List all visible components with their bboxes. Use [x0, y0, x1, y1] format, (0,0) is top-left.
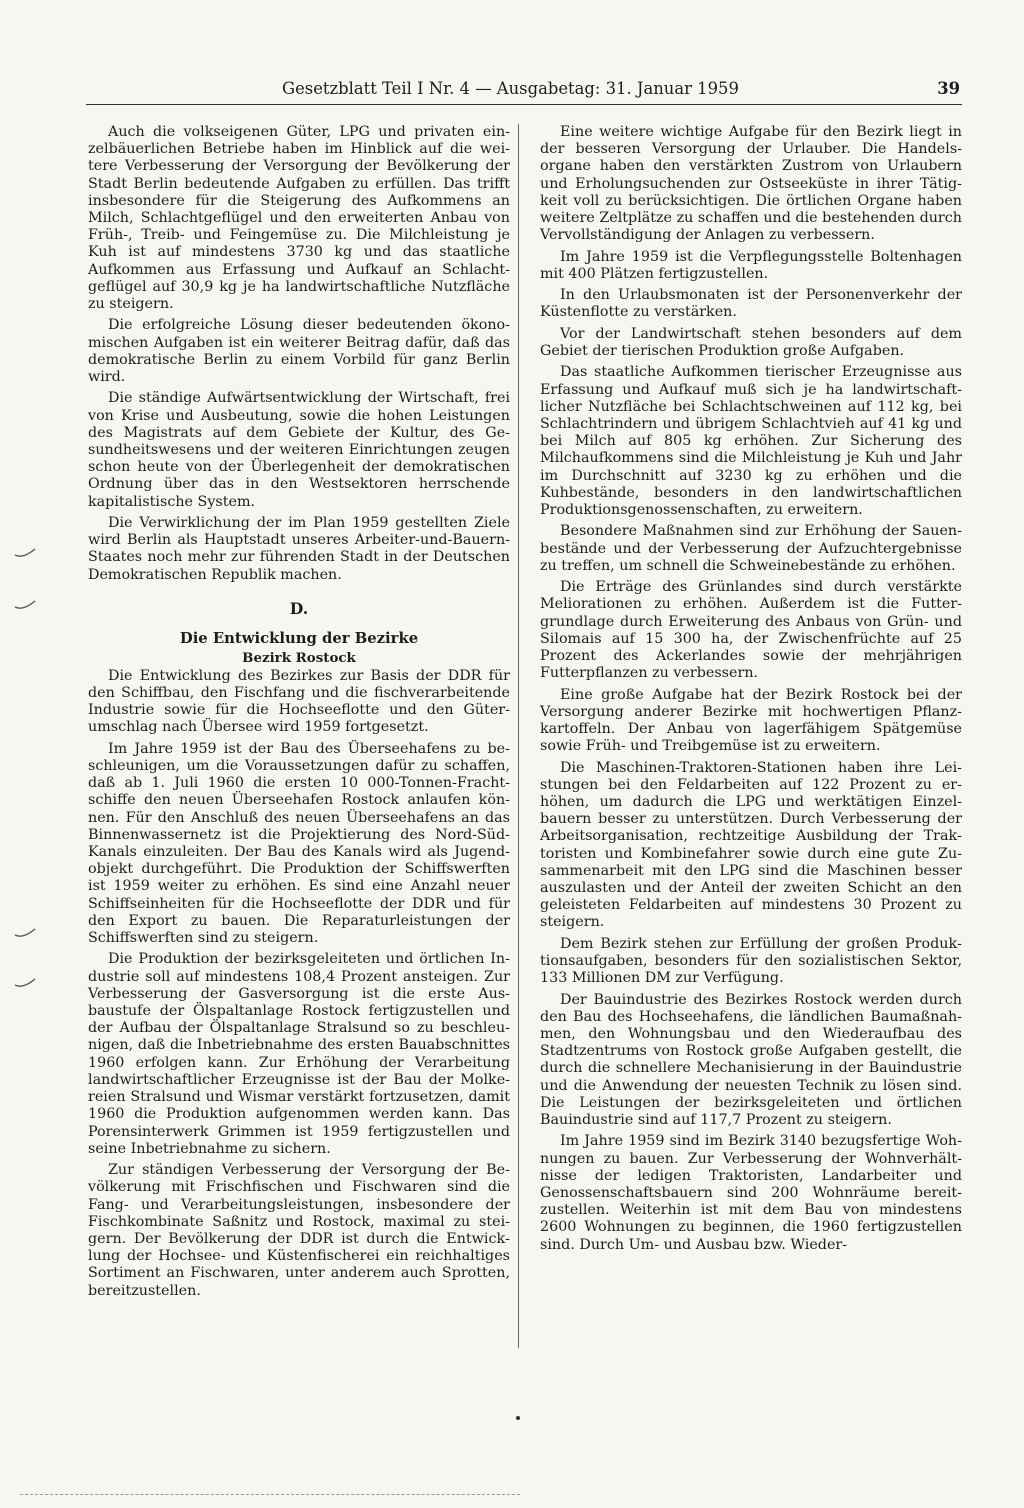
- paragraph: Im Jahre 1959 ist die Verpflegungsstelle Boltenhagen mit 400 Plätzen fertigzustellen.: [540, 248, 962, 282]
- paragraph: Die Maschinen-Traktoren-Stationen haben ihre Leistungen bei den Feldarbeiten auf 122 Prozent zu erhöhen, um dadurch die LPG und werktätigen Einzelbauern besser zu unterstützen. Durch Verbesserung der Arbeitsorganisation, rechtzeitige Ausbildung der Traktoristen und Kombinefahrer sowie durch eine gute Zusammenarbeit mit den LPG sind die Maschinen besser auszulasten und der Anteil der zweiten Schicht an den geleisteten Feldarbeiten auf mindestens 30 Prozent zu steigern.: [540, 759, 962, 931]
- paragraph: Vor der Landwirtschaft stehen besonders auf dem Gebiet der tierischen Produktion große Aufgaben.: [540, 325, 962, 359]
- right-column: [540, 124, 962, 1258]
- print-speck: [516, 1416, 520, 1420]
- page-number: 39: [937, 79, 960, 98]
- paragraph: Eine große Aufgabe hat der Bezirk Rostock bei der Versorgung anderer Bezirke mit hochwertigen Pflanzkartoffeln. Der Anbau von lagerfähigem Spätgemüse sowie Früh- und Treibgemüse ist zu erweitern.: [540, 686, 962, 755]
- paragraph: Auch die volkseigenen Güter, LPG und privaten einzelbäuerlichen Betriebe haben im Hinblick auf die weitere Verbesserung der Versorgung der Bevölkerung der Stadt Berlin bedeutende Aufgaben zu erfüllen. Das trifft insbesondere für die Steigerung des Aufkommens an Milch, Schlachtgeflügel und den erweiterten Anbau von Früh-, Treib- und Feingemüse zu. Die Milchleistung je Kuh ist auf mindestens 3730 kg und das staatliche Aufkommen aus Erfassung und Aufkauf an Schlachtgeflügel auf 30,9 kg je ha landwirtschaftliche Nutzfläche zu steigern.: [88, 124, 510, 313]
- section-title: Die Entwicklung der Bezirke: [179, 629, 419, 647]
- paragraph: Dem Bezirk stehen zur Erfüllung der großen Produktionsaufgaben, besonders für den sozialistischen Sektor, 133 Millionen DM zur Verfügung.: [540, 935, 962, 987]
- paragraph: Im Jahre 1959 ist der Bau des Überseehafens zu beschleunigen, um die Voraussetzungen dafür zu schaffen, daß ab 1. Juli 1960 die ersten 10 000-Tonnen-Frachtschiffe den neuen Überseehafen Rostock anlaufen können. Für den Anschluß des neuen Überseehafens an das Binnenwassernetz ist die Projektierung des Nord-Süd-Kanals einzuleiten. Der Bau des Kanals wird als Jugendobjekt durchgeführt. Die Produktion der Schiffswerften ist 1959 weiter zu erhöhen. Es sind eine Anzahl neuer Schiffseinheiten für die Hochseeflotte der DDR und für den Export zu bauen. Die Reparaturleistungen der Schiffswerften sind zu steigern.: [88, 740, 510, 947]
- paragraph: In den Urlaubsmonaten ist der Personenverkehr der Küstenflotte zu verstärken.: [540, 287, 962, 321]
- paragraph: Eine weitere wichtige Aufgabe für den Bezirk liegt in der besseren Versorgung der Urlauber. Die Handelsorgane haben den verstärkten Zustrom von Urlaubern und Erholungsuchenden zur Ostseeküste in ihrer Tätigkeit voll zu berücksichtigen. Die örtlichen Organe haben weitere Zeltplätze zu schaffen und die bestehenden durch Vervollständigung der Anlagen zu verbessern.: [540, 124, 962, 244]
- paragraph: Der Bauindustrie des Bezirkes Rostock werden durch den Bau des Hochseehafens, die ländlichen Baumaßnahmen, den Wohnungsbau und den Wiederaufbau des Stadtzentrums von Rostock große Aufgaben gestellt, die durch die schnellere Mechanisierung in der Bauindustrie und die Anwendung der neuesten Technik zu lösen sind. Die Leistungen der bezirksgeleiteten und örtlichen Bauindustrie sind auf 117,7 Prozent zu steigern.: [540, 991, 962, 1129]
- paragraph: Im Jahre 1959 sind im Bezirk 3140 bezugsfertige Wohnungen zu bauen. Zur Verbesserung der Wohnverhältnisse der ledigen Traktoristen, Landarbeiter und Genossenschaftsbauern sind 200 Wohnräume bereitzustellen. Weiterhin ist mit dem Bau von mindestens 2600 Wohnungen zu beginnen, die 1960 fertigzustellen sind. Durch Um- und Ausbau bzw. Wieder-: [540, 1133, 962, 1253]
- page-header: [86, 78, 962, 105]
- paragraph: Das staatliche Aufkommen tierischer Erzeugnisse aus Erfassung und Aufkauf muß sich je ha landwirtschaftlicher Nutzfläche bei Schlachtschweinen auf 112 kg, bei Schlachtrindern und übrigem Schlachtvieh auf 41 kg und bei Milch auf 805 kg erhöhen. Zur Sicherung des Milchaufkommens sind die Milchleistung je Kuh und Jahr im Durchschnitt auf 3230 kg zu erhöhen und die Kuhbestände, besonders in den landwirtschaftlichen Produktionsgenossenschaften, zu erweitern.: [540, 364, 962, 519]
- paragraph: Die Entwicklung des Bezirkes zur Basis der DDR für den Schiffbau, den Fischfang und die fischverarbeitende Industrie sowie für die Hochseeflotte und den Güterumschlag nach Übersee wird 1959 fortgesetzt.: [88, 667, 510, 736]
- subsection-title: Bezirk Rostock: [242, 649, 356, 666]
- paragraph: Die Verwirklichung der im Plan 1959 gestellten Ziele wird Berlin als Hauptstadt unseres Arbeiter-und-Bauern-Staates noch mehr zur führenden Stadt in der Deutschen Demokratischen Republik machen.: [88, 515, 510, 583]
- margin-check-mark: [14, 600, 36, 612]
- scan-edge-line: [20, 1494, 520, 1495]
- paragraph: Die erfolgreiche Lösung dieser bedeutenden ökonomischen Aufgaben ist ein weiterer Beitrag dafür, daß das demokratische Berlin zu einem Vorbild für ganz Berlin wird.: [88, 317, 510, 386]
- paragraph: Die ständige Aufwärtsentwicklung der Wirtschaft, frei von Krise und Ausbeutung, sowie die hohen Leistungen des Magistrats auf dem Gebiete der Kultur, des Gesundheitswesens und der weiteren Einrichtungen zeugen schon heute von der Überlegenheit der demokratischen Ordnung über das in den Westsektoren herrschende kapitalistische System.: [88, 390, 510, 510]
- column-divider: [518, 124, 519, 1348]
- running-head: Gesetzblatt Teil I Nr. 4 — Ausgabetag: 31. Januar 1959: [282, 79, 739, 98]
- margin-check-mark: [14, 928, 36, 940]
- paragraph: Die Erträge des Grünlandes sind durch verstärkte Meliorationen zu erhöhen. Außerdem ist die Futtergrundlage durch Erweiterung des Anbaus von Grün- und Silomais auf 15 300 ha, der Zwischenfrüchte auf 25 Prozent des Ackerlandes sowie der mehrjährigen Futterpflanzen zu verbessern.: [540, 579, 962, 682]
- left-column: [88, 124, 510, 1304]
- paragraph: Zur ständigen Verbesserung der Versorgung der Bevölkerung mit Frischfischen und Fischwaren sind die Fang- und Verarbeitungsleistungen, insbesondere der Fischkombinate Saßnitz und Rostock, maximal zu steigern. Der Bevölkerung der DDR ist durch die Entwicklung der Hochsee- und Küstenfischerei ein reichhaltiges Sortiment an Fischwaren, unter anderem auch Sprotten, bereitzustellen.: [88, 1162, 510, 1299]
- paragraph: Die Produktion der bezirksgeleiteten und örtlichen Industrie soll auf mindestens 108,4 Prozent ansteigen. Zur Verbesserung der Gasversorgung ist die erste Ausbaustufe der Ölspaltanlage Rostock fertigzustellen und der Aufbau der Ölspaltanlage Stralsund so zu beschleunigen, daß die Inbetriebnahme des ersten Bauabschnittes 1960 erfolgen kann. Zur Erhöhung der Verarbeitung landwirtschaftlicher Erzeugnisse ist der Bau der Molkereien Stralsund und Wismar verstärkt fortzusetzen, damit 1960 die Produktion aufgenommen werden kann. Das Porensinterwerk Grimmen ist 1959 fertigzustellen und seine Inbetriebnahme zu sichern.: [88, 951, 510, 1157]
- margin-check-mark: [14, 548, 36, 560]
- margin-check-mark: [14, 978, 36, 990]
- paragraph: Besondere Maßnahmen sind zur Erhöhung der Sauenbestände und der Verbesserung der Aufzuchtergebnisse zu treffen, um schnell die Schweinebestände zu erhöhen.: [540, 523, 962, 574]
- section-letter: D.: [289, 598, 309, 618]
